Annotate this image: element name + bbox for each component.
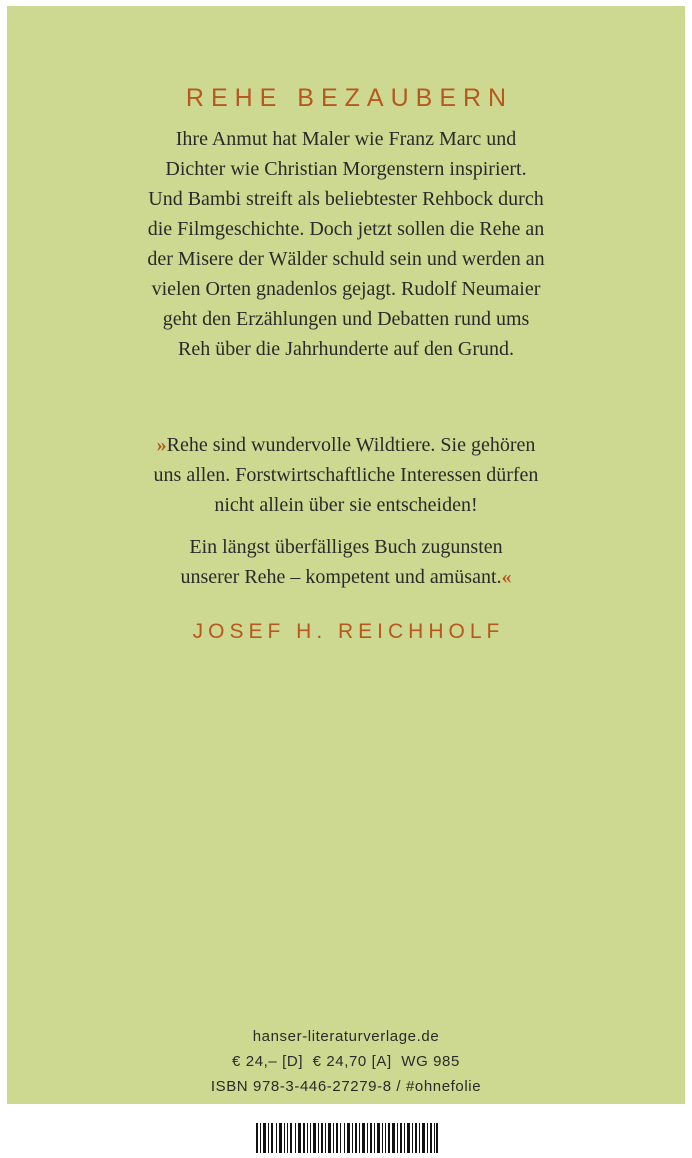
price-info: € 24,– [D] € 24,70 [A] WG 985: [232, 1053, 460, 1070]
back-cover: [7, 6, 685, 1104]
open-quote-mark: »: [156, 434, 167, 456]
blurb-line: Und Bambi streift als beliebtester Rehbock durch: [148, 188, 544, 210]
blurb-line: die Filmgeschichte. Doch jetzt sollen die Rehe an: [147, 218, 545, 240]
quote-line: unserer Rehe – kompetent und amüsant.: [180, 566, 502, 588]
quote-line: nicht allein über sie entscheiden!: [214, 494, 478, 516]
publisher-info: [7, 1024, 685, 1099]
blurb-line: vielen Orten gnadenlos gejagt. Rudolf Neumaier: [151, 278, 541, 300]
blurb-line: Reh über die Jahrhunderte auf den Grund.: [178, 338, 514, 360]
quote-author: JOSEF H. REICHHOLF: [192, 620, 505, 643]
blurb-line: Ihre Anmut hat Maler wie Franz Marc und: [175, 128, 517, 150]
blurb-text: [7, 124, 685, 364]
publisher-website[interactable]: hanser-literaturverlage.de: [252, 1028, 440, 1045]
quote-line: Ein längst überfälliges Buch zugunsten: [189, 536, 503, 558]
blurb-line: der Misere der Wälder schuld sein und werden an: [147, 248, 545, 270]
isbn-info: ISBN 978-3-446-27279-8 / #ohnefolie: [210, 1078, 482, 1095]
blurb-line: Dichter wie Christian Morgenstern inspiriert.: [165, 158, 527, 180]
barcode-icon: [256, 1123, 438, 1153]
quote-line: uns allen. Forstwirtschaftliche Interessen dürfen: [153, 464, 539, 486]
review-quote: [7, 430, 685, 592]
quote-line: Rehe sind wundervolle Wildtiere. Sie gehören: [166, 434, 536, 456]
close-quote-mark: «: [501, 566, 512, 588]
cover-heading: REHE BEZAUBERN: [185, 84, 514, 112]
blurb-line: geht den Erzählungen und Debatten rund ums: [162, 308, 530, 330]
